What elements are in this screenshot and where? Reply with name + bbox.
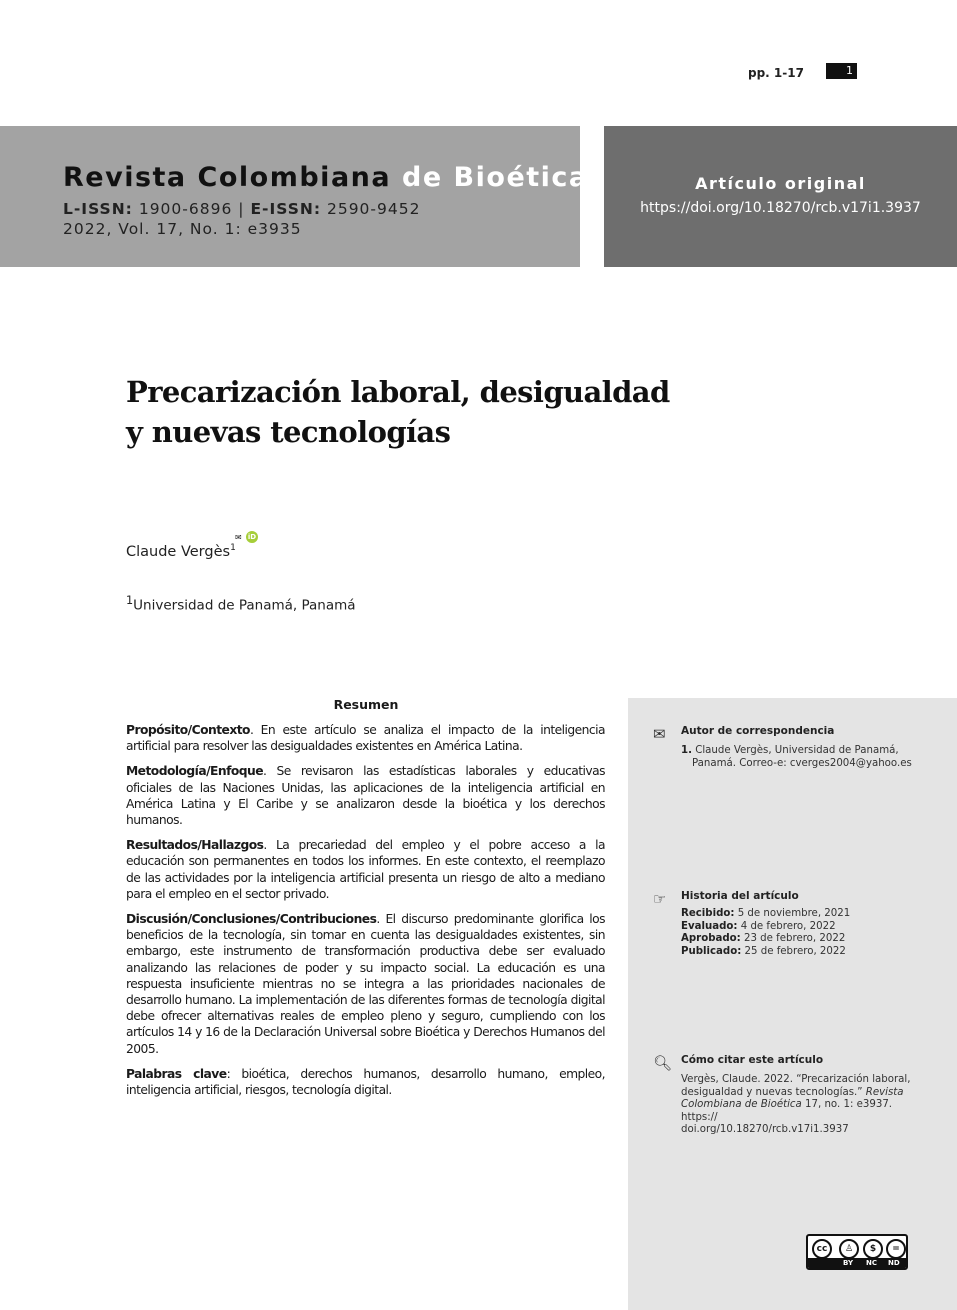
history-approved [681,933,921,946]
affiliation-sup: 1 [126,594,134,607]
eissn-label: E-ISSN: [250,200,322,218]
history-heading: Historia del artículo [681,890,799,902]
correspondence-heading: Autor de correspondencia [681,725,835,737]
abstract-heading: Resumen [333,697,399,712]
section-label: Discusión/Conclusiones/Contribuciones [126,912,377,927]
cite-icon: 🔍︎ [653,1054,673,1072]
history-icon: ☞ [653,890,667,908]
keywords [126,1066,605,1098]
abstract-section [126,837,605,902]
abstract-section [126,722,605,754]
issn-line [63,200,420,218]
author [126,543,236,560]
history-evaluated [681,921,921,934]
envelope-icon: ✉ [653,725,666,743]
section-text: . En este artículo se analiza el impacto de la inteligencia artificial para resolver las desigualdades existentes en América Latina. [126,723,605,754]
mail-icon[interactable]: ✉ [235,533,242,542]
approved-date: 23 de febrero, 2022 [743,933,846,945]
citation-line1: Vergès, Claude. 2022. “Precarización laboral, [681,1074,911,1085]
citation-journal: Revista [865,1086,904,1098]
published-date: 25 de febrero, 2022 [744,945,846,957]
title-line-1: Precarización laboral, desigualdad [126,375,670,409]
correspondence-line1: Claude Vergès, Universidad de Panamá, [695,745,899,756]
volume-line: 2022, Vol. 17, No. 1: e3935 [63,220,302,238]
section-label: Propósito/Contexto [126,723,250,737]
keywords-text: : bioética, derechos humanos, desarrollo humano, empleo, inteligencia artificial, riesgos, tecnología digital. [126,1066,605,1098]
orcid-icon[interactable]: iD [247,533,257,541]
by-icon: ♙ [839,1239,859,1259]
cc-license-badge[interactable] [806,1234,908,1270]
author-name: Claude Vergès [126,543,231,560]
citation-line2 [681,1087,921,1100]
keywords-label: Palabras clave [126,1066,227,1081]
article-title [126,372,686,452]
lissn-value: 1900-6896 [138,200,233,218]
journal-header-band [0,126,580,267]
history-list [681,908,921,958]
abstract-section [126,911,605,1057]
abstract-section [126,763,605,828]
affiliation-text: Universidad de Panamá, Panamá [133,597,356,614]
correspondence-text [681,745,921,770]
section-text: . La precariedad del empleo y el pobre acceso a la educación son permanentes en todos los informes. En este contexto, el reemplazo de las actividades por la inteligencia artificial presenta un riesgo de alto a mediano para el empleo en el sector privado. [126,838,605,901]
citation-line4[interactable]: doi.org/10.18270/rcb.v17i1.3937 [681,1124,849,1136]
issn-separator: | [238,200,245,218]
correspondence-number: 1. [681,745,692,756]
eissn-value: 2590-9452 [326,200,421,218]
nd-label: ND [888,1259,900,1267]
journal-title-part2: de Bioética [402,162,589,193]
author-sup: 1 [230,543,236,553]
section-label: Resultados/Hallazgos [126,838,264,853]
journal-title-part1: Revista Colombiana [63,162,392,193]
cc-icon: cc [812,1239,832,1259]
correspondence-line2[interactable]: Panamá. Correo-e: cverges2004@yahoo.es [692,757,912,769]
citation-line3 [681,1099,921,1124]
citation-line2-text: desigualdad y nuevas tecnologías.” [681,1086,863,1098]
nc-label: NC [866,1259,877,1267]
section-text: . Se revisaron las estadísticas laborales y educativas oficiales de las Naciones Unidas, las aplicaciones de la inteligencia artificial en América Latina y El Caribe y se analizaron desde la bioética y los derechos humanos. [126,764,605,828]
lissn-label: L-ISSN: [63,200,133,218]
approved-label: Aprobado: [681,933,741,945]
title-line-2: y nuevas tecnologías [126,415,451,449]
page-range: pp. 1-17 [748,66,804,80]
history-published [681,946,921,959]
evaluated-label: Evaluado: [681,920,738,932]
received-date: 5 de noviembre, 2021 [737,908,851,919]
section-label: Metodología/Enfoque [126,764,264,779]
affiliation [126,594,356,614]
nc-icon: $ [863,1239,883,1259]
evaluated-date: 4 de febrero, 2022 [740,920,836,932]
article-sidebar [628,698,957,1310]
citation-journal-rest: Colombiana de Bioética [681,1099,802,1111]
citation-line3-text: 17, no. 1: e3937. https:// [681,1099,893,1123]
received-label: Recibido: [681,908,735,919]
citation-text [681,1074,921,1137]
by-label: BY [843,1259,854,1267]
nd-icon: = [886,1239,906,1259]
doi-link[interactable]: https://doi.org/10.18270/rcb.v17i1.3937 [640,200,921,216]
abstract-body [126,722,605,1107]
page-number: 1 [826,63,857,79]
article-type-band [604,126,957,267]
journal-title [63,162,589,193]
history-received [681,908,921,921]
article-type: Artículo original [695,174,866,193]
published-label: Publicado: [681,945,742,957]
section-text: . El discurso predominante glorifica los beneficios de la tecnología, sin tomar en cuenta las desigualdades existentes, sin embargo, este instrumento de transformación productiva debe ser evaluado analizando las relaciones de poder y su impacto social. La educación es una respuesta insuficiente mientras no se integra a las prioridades nacionales de desarrollo humano. La implementación de las diferentes formas de tecnología digital debe ofrecer alternativas reales de empleo pleno y seguro, cumpliendo con los artículos 14 y 16 de la Declaración Universal sobre Bioética y Derechos Humanos del 2005. [126,912,605,1056]
citation-heading: Cómo citar este artículo [681,1054,824,1066]
